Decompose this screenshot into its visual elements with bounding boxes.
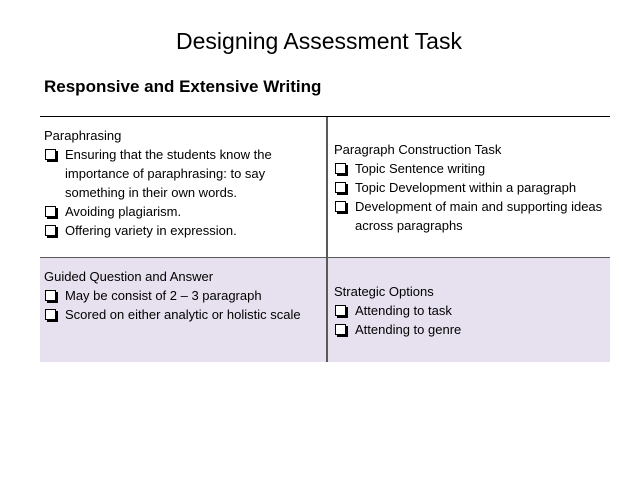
table-row — [40, 117, 610, 258]
page-subtitle: Responsive and Extensive Writing — [44, 77, 322, 96]
table-cell-strategic-options — [326, 258, 610, 362]
table-row — [40, 258, 610, 362]
checkbox-icon — [335, 163, 346, 174]
list-item-text: Attending to genre — [355, 321, 462, 337]
list-item-text: Ensuring that the students know the importance of paraphrasing: to say something in their own words. — [65, 147, 272, 200]
table-cell-paraphrasing — [40, 117, 326, 257]
list-item-text: Topic Sentence writing — [355, 160, 486, 176]
list-item — [334, 197, 604, 235]
list-item — [44, 202, 320, 221]
checkbox-icon — [335, 201, 346, 212]
checkbox-icon — [45, 149, 56, 160]
list-item — [44, 221, 320, 240]
list-item-text: May be consist of 2 – 3 paragraph — [65, 288, 262, 303]
checkbox-icon — [335, 324, 346, 335]
table-cell-guided-question — [40, 258, 326, 362]
cell-heading: Paraphrasing — [44, 128, 122, 143]
list-item — [334, 320, 604, 339]
cell-heading: Guided Question and Answer — [44, 269, 214, 284]
list-item — [44, 286, 320, 305]
checkbox-icon — [45, 225, 56, 236]
list-item-text: Attending to task — [355, 302, 452, 318]
list-item — [44, 145, 320, 202]
table-cell-paragraph-construction — [326, 117, 610, 257]
list-item-text: Scored on either analytic or holistic scale — [65, 307, 301, 322]
checkbox-icon — [335, 305, 346, 316]
checkbox-icon — [45, 206, 56, 217]
assessment-table — [40, 116, 610, 362]
list-item-text: Topic Development within a paragraph — [355, 179, 577, 195]
list-item — [334, 301, 604, 320]
list-item — [44, 305, 320, 324]
checkbox-icon — [45, 290, 56, 301]
cell-heading: Strategic Options — [334, 283, 434, 299]
list-item-text: Offering variety in expression. — [65, 223, 237, 238]
list-item — [334, 178, 604, 197]
checkbox-icon — [45, 309, 56, 320]
list-item-text: Avoiding plagiarism. — [65, 204, 182, 219]
page-title: Designing Assessment Task — [176, 28, 462, 54]
cell-heading: Paragraph Construction Task — [334, 141, 502, 157]
list-item-text: Development of main and supporting ideas across paragraphs — [355, 198, 603, 233]
list-item — [334, 159, 604, 178]
checkbox-icon — [335, 182, 346, 193]
